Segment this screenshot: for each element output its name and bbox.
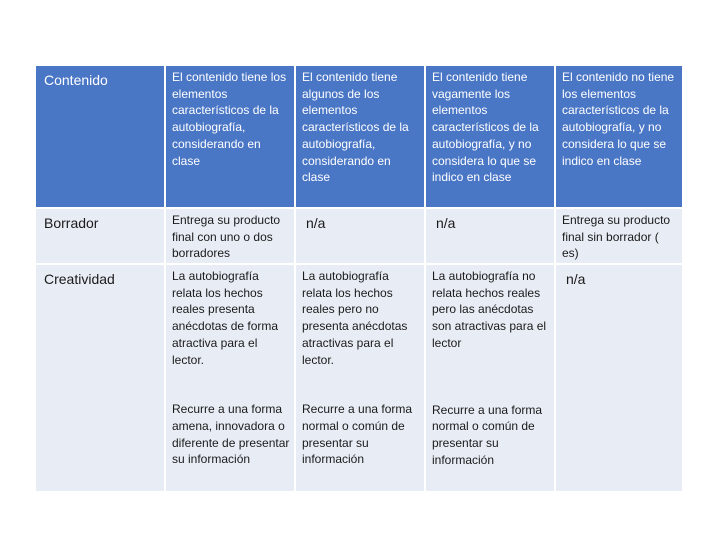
borrador-level-4: Entrega su producto final sin borrador ( es) bbox=[556, 209, 682, 263]
creatividad-level-2 bbox=[296, 265, 424, 491]
creatividad-level-3 bbox=[426, 265, 554, 491]
creatividad-level-1 bbox=[166, 265, 294, 491]
rubric-table bbox=[36, 66, 682, 491]
row-label-creatividad: Creatividad bbox=[36, 265, 164, 491]
borrador-level-1: Entrega su producto final con uno o dos borradores bbox=[166, 209, 294, 263]
row-label-borrador: Borrador bbox=[36, 209, 164, 263]
contenido-level-4: El contenido no tiene los elementos característicos de la autobiografía, y no considera lo que se indico en clase bbox=[556, 66, 682, 207]
row-label-contenido: Contenido bbox=[36, 66, 164, 207]
creatividad-level-2-text-b: Recurre a una forma normal o común de presentar su información bbox=[302, 402, 413, 467]
creatividad-level-1-text-a: La autobiografía relata los hechos reales presenta anécdotas de forma atractiva para el lector. bbox=[172, 269, 279, 367]
contenido-level-3: El contenido tiene vagamente los elementos característicos de la autobiografía, y no considera lo que se indico en clase bbox=[426, 66, 554, 207]
creatividad-level-1-text-b: Recurre a una forma amena, innovadora o diferente de presentar su información bbox=[172, 402, 290, 467]
contenido-level-2: El contenido tiene algunos de los elementos característicos de la autobiografía, considerando en clase bbox=[296, 66, 424, 207]
borrador-level-3: n/a bbox=[426, 209, 554, 263]
creatividad-level-3-text-a: La autobiografía no relata hechos reales pero las anécdotas son atractivas para el lector bbox=[432, 269, 547, 350]
creatividad-level-2-text-a: La autobiografía relata los hechos reales pero no presenta anécdotas atractivas para el lector. bbox=[302, 269, 408, 367]
creatividad-level-4: n/a bbox=[556, 265, 682, 491]
borrador-level-2: n/a bbox=[296, 209, 424, 263]
contenido-level-1: El contenido tiene los elementos característicos de la autobiografía, considerando en clase bbox=[166, 66, 294, 207]
creatividad-level-3-text-b: Recurre a una forma normal o común de presentar su información bbox=[432, 402, 543, 467]
